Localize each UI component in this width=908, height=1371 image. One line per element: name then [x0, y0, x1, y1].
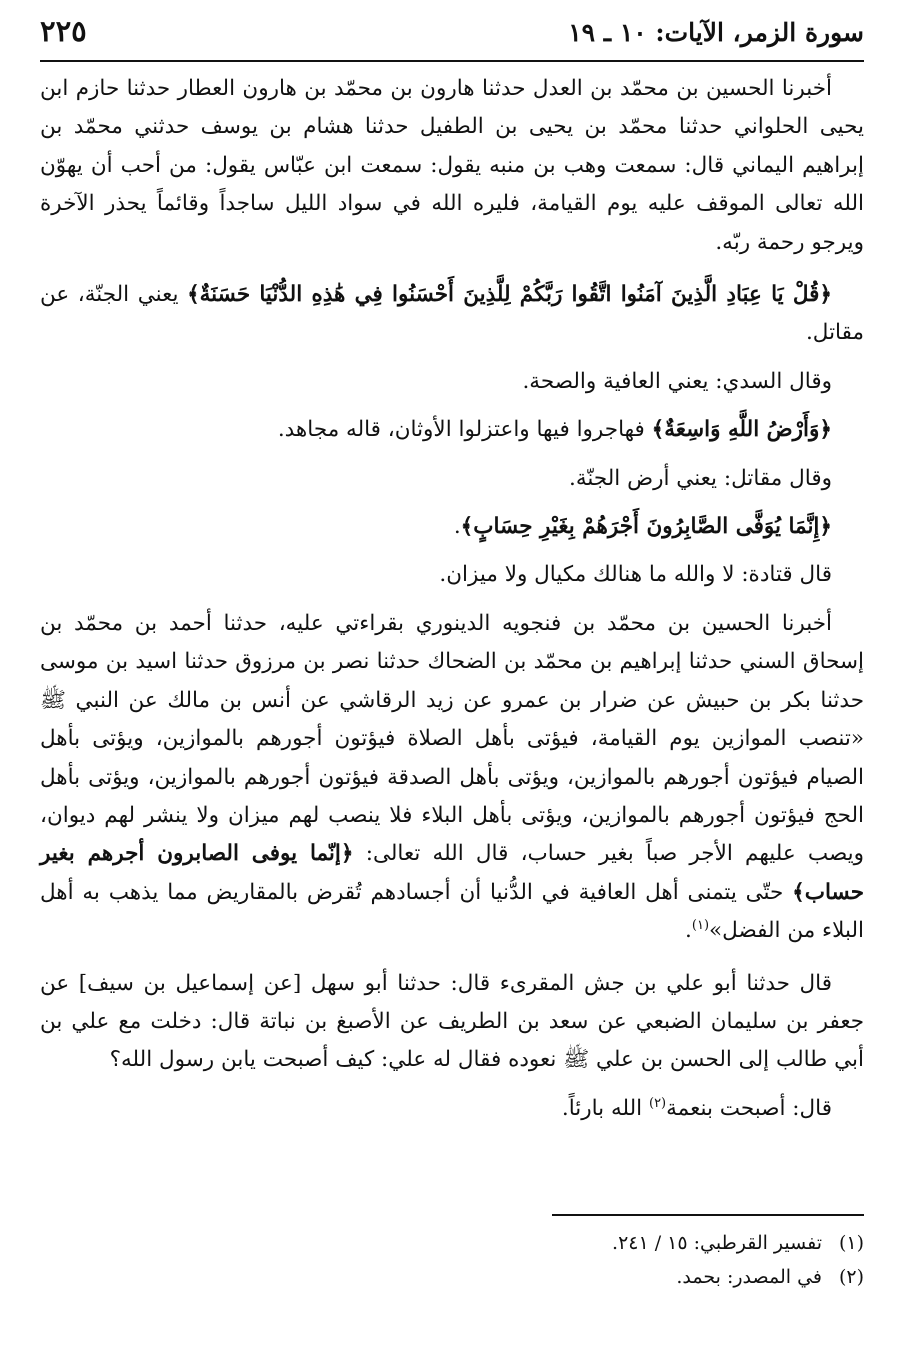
footnote-divider	[552, 1214, 864, 1216]
footnote-2	[40, 1260, 864, 1294]
paragraph-9-text: قال حدثنا أبو علي بن جش المقرىء قال: حدثنا أبو سهل [عن إسماعيل بن سيف] عن جعفر بن سليمان الضبعي عن سعد بن الطريف عن الأصبغ بن نباتة قال: دخلت مع علي بن أبي طالب إلى الحسن بن علي ﷺ نعوده فقال له علي: كيف أصبحت يابن رسول الله؟	[40, 970, 864, 1073]
paragraph-8-text-3: .	[685, 918, 692, 944]
paragraph-2-text: يعني الجنّة، عن مقاتل.	[40, 282, 864, 346]
footnotes	[40, 1226, 864, 1294]
quran-verse-1: ﴿قُلْ يَا عِبَادِ الَّذِينَ آمَنُوا اتَّقُوا رَبَّكُمْ لِلَّذِينَ أَحْسَنُوا فِي هَٰذِهِ الدُّنْيَا حَسَنَةٌ﴾	[187, 282, 832, 308]
paragraph-3-text: وقال السدي: يعني العافية والصحة.	[522, 368, 832, 394]
paragraph-10	[40, 1090, 864, 1128]
running-title: سورة الزمر، الآيات: ١٠ ـ ١٩	[568, 18, 864, 47]
paragraph-4-text: فهاجروا فيها واعتزلوا الأوثان، قاله مجاهد.	[277, 417, 652, 443]
paragraph-8	[40, 605, 864, 951]
quran-verse-3: ﴿إِنَّمَا يُوَفَّى الصَّابِرُونَ أَجْرَهُمْ بِغَيْرِ حِسَابٍ﴾	[460, 514, 832, 540]
footnote-2-number: (٢)	[838, 1266, 864, 1288]
paragraph-9	[40, 965, 864, 1080]
paragraph-8-text-2: حتّى يتمنى أهل العافية في الدُّنيا أن أجسادهم تُقرض بالمقاريض مما يذهب به أهل البلاء من الفضل»	[40, 879, 864, 944]
footnote-1-text: تفسير القرطبي: ١٥ / ٢٤١.	[612, 1232, 822, 1254]
footnote-ref-2: (٢)	[648, 1095, 667, 1111]
footnote-1-number: (١)	[838, 1232, 864, 1254]
footnote-ref-1: (١)	[691, 917, 710, 933]
paragraph-3	[40, 363, 864, 401]
paragraph-1-text: أخبرنا الحسين بن محمّد بن العدل حدثنا هارون بن محمّد بن هارون العطار حدثنا حازم ابن يحيى الحلواني حدثنا محمّد بن يحيى بن الطفيل حدثنا هشام بن يوسف حدثني محمّد بن إبراهيم اليماني قال: سمعت وهب بن منبه يقول: سمعت ابن عبّاس يقول: من أحب أن يهوّن الله تعالى الموقف عليه يوم القيامة، فليره الله في سواد الليل ساجداً وقائماً يحذر الآخرة ويرجو رحمة ربّه.	[40, 76, 864, 255]
paragraph-1	[40, 70, 864, 262]
paragraph-7-text: قال قتادة: لا والله ما هنالك مكيال ولا ميزان.	[439, 562, 832, 588]
paragraph-7	[40, 556, 864, 594]
paragraph-2	[40, 276, 864, 353]
paragraph-6-text: .	[453, 514, 461, 540]
paragraph-4	[40, 411, 864, 449]
footnote-1	[40, 1226, 864, 1260]
quran-verse-4: ﴿إنّما يوفى الصابرون أجرهم بغير حساب﴾	[40, 841, 864, 905]
footnote-2-text: في المصدر: بحمد.	[676, 1266, 822, 1288]
running-header	[40, 6, 864, 62]
paragraph-10-text-2: الله بارئاً.	[561, 1095, 649, 1121]
paragraph-5	[40, 460, 864, 498]
quran-verse-2: ﴿وَأَرْضُ اللَّهِ وَاسِعَةٌ﴾	[651, 417, 832, 443]
paragraph-5-text: وقال مقاتل: يعني أرض الجنّة.	[569, 465, 832, 491]
main-text	[40, 70, 864, 1128]
paragraph-6	[40, 508, 864, 546]
paragraph-8-text: أخبرنا الحسين بن محمّد بن فنجويه الدينوري بقراءتي عليه، حدثنا أحمد بن محمّد بن إسحاق السني حدثنا إبراهيم بن محمّد بن الضحاك حدثنا نصر بن مرزوق حدثنا اسيد بن موسى حدثنا بكر بن حبيش عن ضرار بن عمرو عن زيد الرقاشي عن أنس بن مالك عن النبي ﷺ «تنصب الموازين يوم القيامة، فيؤتى بأهل الصلاة فيؤتون أجورهم بالموازين، ويؤتى بأهل الصيام فيؤتون أجورهم بالموازين، ويؤتى بأهل الصدقة فيؤتون أجورهم بالموازين، ويؤتى بأهل الحج فيؤتون أجورهم بالموازين، ويؤتى بأهل البلاء فلا ينصب لهم ميزان ولا ينشر لهم ديوان، ويصب عليهم الأجر صباً بغير حساب، قال الله تعالى:	[40, 610, 864, 867]
page-number: ٢٢٥	[40, 14, 87, 48]
paragraph-10-text: قال: أصبحت بنعمة	[666, 1095, 832, 1121]
